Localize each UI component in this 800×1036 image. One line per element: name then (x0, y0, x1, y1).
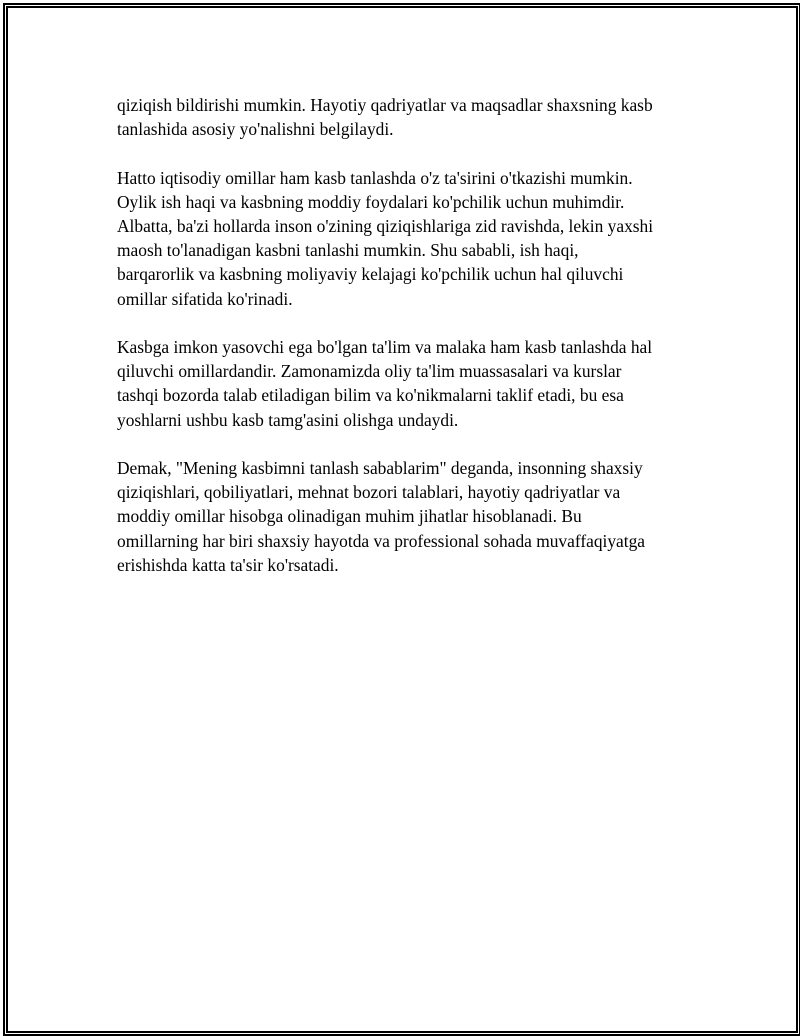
text-line: maosh to'lanadigan kasbni tanlashi mumkin. Shu sababli, ish haqi, (117, 240, 579, 261)
text-line: yoshlarni ushbu kasb tamg'asini olishga undaydi. (117, 409, 459, 430)
text-line: Oylik ish haqi va kasbning moddiy foydalari ko'pchilik uchun muhimdir. (117, 191, 625, 212)
document-body (117, 93, 697, 601)
paragraph-1 (117, 93, 697, 141)
paragraph-4 (117, 456, 697, 577)
text-line: Kasbga imkon yasovchi ega bo'lgan ta'lim va malaka ham kasb tanlashda hal (117, 337, 653, 357)
text-line: qiziqish bildirishi mumkin. Hayotiy qadriyatlar va maqsadlar shaxsning kasb (117, 95, 653, 115)
text-line: tanlashida asosiy yo'nalishni belgilaydi. (117, 119, 394, 140)
text-line: tashqi bozorda talab etiladigan bilim va ko'nikmalarni taklif etadi, bu esa (117, 385, 624, 406)
text-line: Hatto iqtisodiy omillar ham kasb tanlashda o'z ta'sirini o'tkazishi mumkin. (117, 167, 633, 188)
paragraph-3 (117, 335, 697, 432)
text-line: barqarorlik va kasbning moliyaviy kelajagi ko'pchilik uchun hal qiluvchi (117, 264, 624, 285)
text-line: Albatta, ba'zi hollarda inson o'zining qiziqishlariga zid ravishda, lekin yaxshi (117, 216, 654, 236)
text-line: qiziqishlari, qobiliyatlari, mehnat bozori talablari, hayotiy qadriyatlar va (117, 482, 621, 503)
text-line: Demak, "Mening kasbimni tanlash sabablarim" deganda, insonning shaxsiy (117, 458, 643, 478)
text-line: omillar sifatida ko'rinadi. (117, 288, 293, 309)
text-line: omillarning har biri shaxsiy hayotda va professional sohada muvaffaqiyatga (117, 530, 646, 551)
text-line: moddiy omillar hisobga olinadigan muhim jihatlar hisoblanadi. Bu (117, 506, 582, 527)
text-line: qiluvchi omillardandir. Zamonamizda oliy ta'lim muassasalari va kurslar (117, 361, 622, 382)
text-line: erishishda katta ta'sir ko'rsatadi. (117, 554, 339, 575)
paragraph-2 (117, 166, 697, 311)
